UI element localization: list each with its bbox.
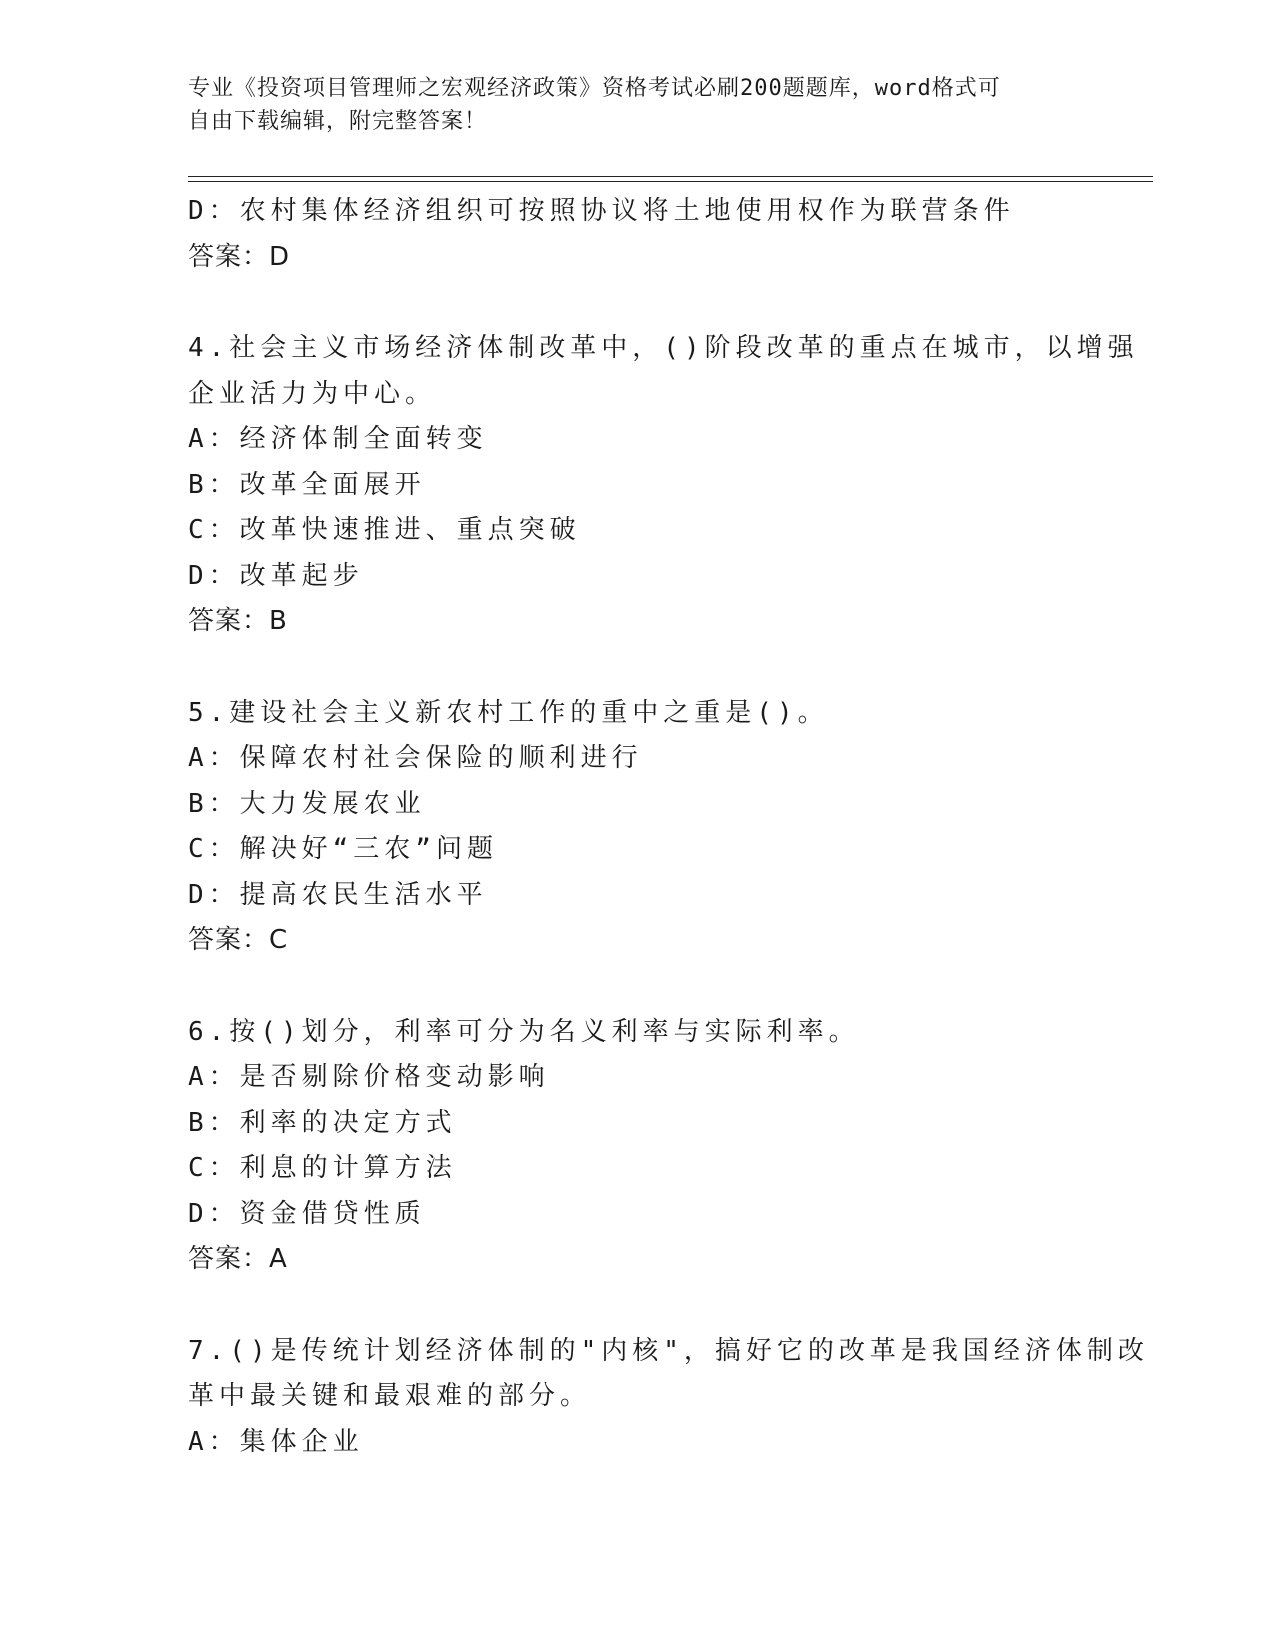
question-stem: 革中最关键和最艰难的部分。 [188,1381,592,1411]
question-stem: 5.建设社会主义新农村工作的重中之重是()。 [188,697,829,728]
question-6 [188,1010,1088,1283]
header-line-2: 自由下载编辑，附完整答案！ [188,109,488,134]
answer: 答案：B [188,606,288,636]
option-d: D：提高农民生活水平 [188,879,488,910]
option-c: C：改革快速推进、重点突破 [188,515,581,545]
option-a: A：保障农村社会保险的顺利进行 [188,743,643,773]
question-list [188,189,1149,1465]
option-d: D：资金借贷性质 [188,1198,426,1229]
answer: 答案：C [188,925,289,955]
option-b: B：大力发展农业 [188,788,426,819]
question-stem: 7.()是传统计划经济体制的"内核"，搞好它的改革是我国经济体制改 [188,1335,1149,1366]
question-stem: 企业活力为中心。 [188,378,437,409]
option-a: A：是否剔除价格变动影响 [188,1062,550,1092]
option-c: C：利息的计算方法 [188,1153,457,1183]
question-5 [188,691,1088,964]
header-divider-bottom [188,181,1153,182]
header-divider-top [188,176,1153,177]
document-header [188,72,1068,138]
option-c: C：解决好“三农”问题 [188,834,498,864]
answer: 答案：D [188,241,291,272]
question-stem: 4.社会主义市场经济体制改革中，()阶段改革的重点在城市，以增强 [188,333,1139,363]
option-b: B：改革全面展开 [188,469,426,500]
question-stem: 6.按()划分，利率可分为名义利率与实际利率。 [188,1016,860,1047]
option-d: D：改革起步 [188,560,364,591]
question-7 [188,1329,1149,1466]
answer: 答案：A [188,1244,288,1274]
header-line-1: 专业《投资项目管理师之宏观经济政策》资格考试必刷200题题库，word格式可 [188,76,1001,101]
question-4 [188,326,1139,645]
option-a: A：经济体制全面转变 [188,424,488,454]
option-b: B：利率的决定方式 [188,1107,457,1138]
option-a: A：集体企业 [188,1426,364,1457]
option-d: D：农村集体经济组织可按照协议将土地使用权作为联营条件 [188,196,1015,226]
